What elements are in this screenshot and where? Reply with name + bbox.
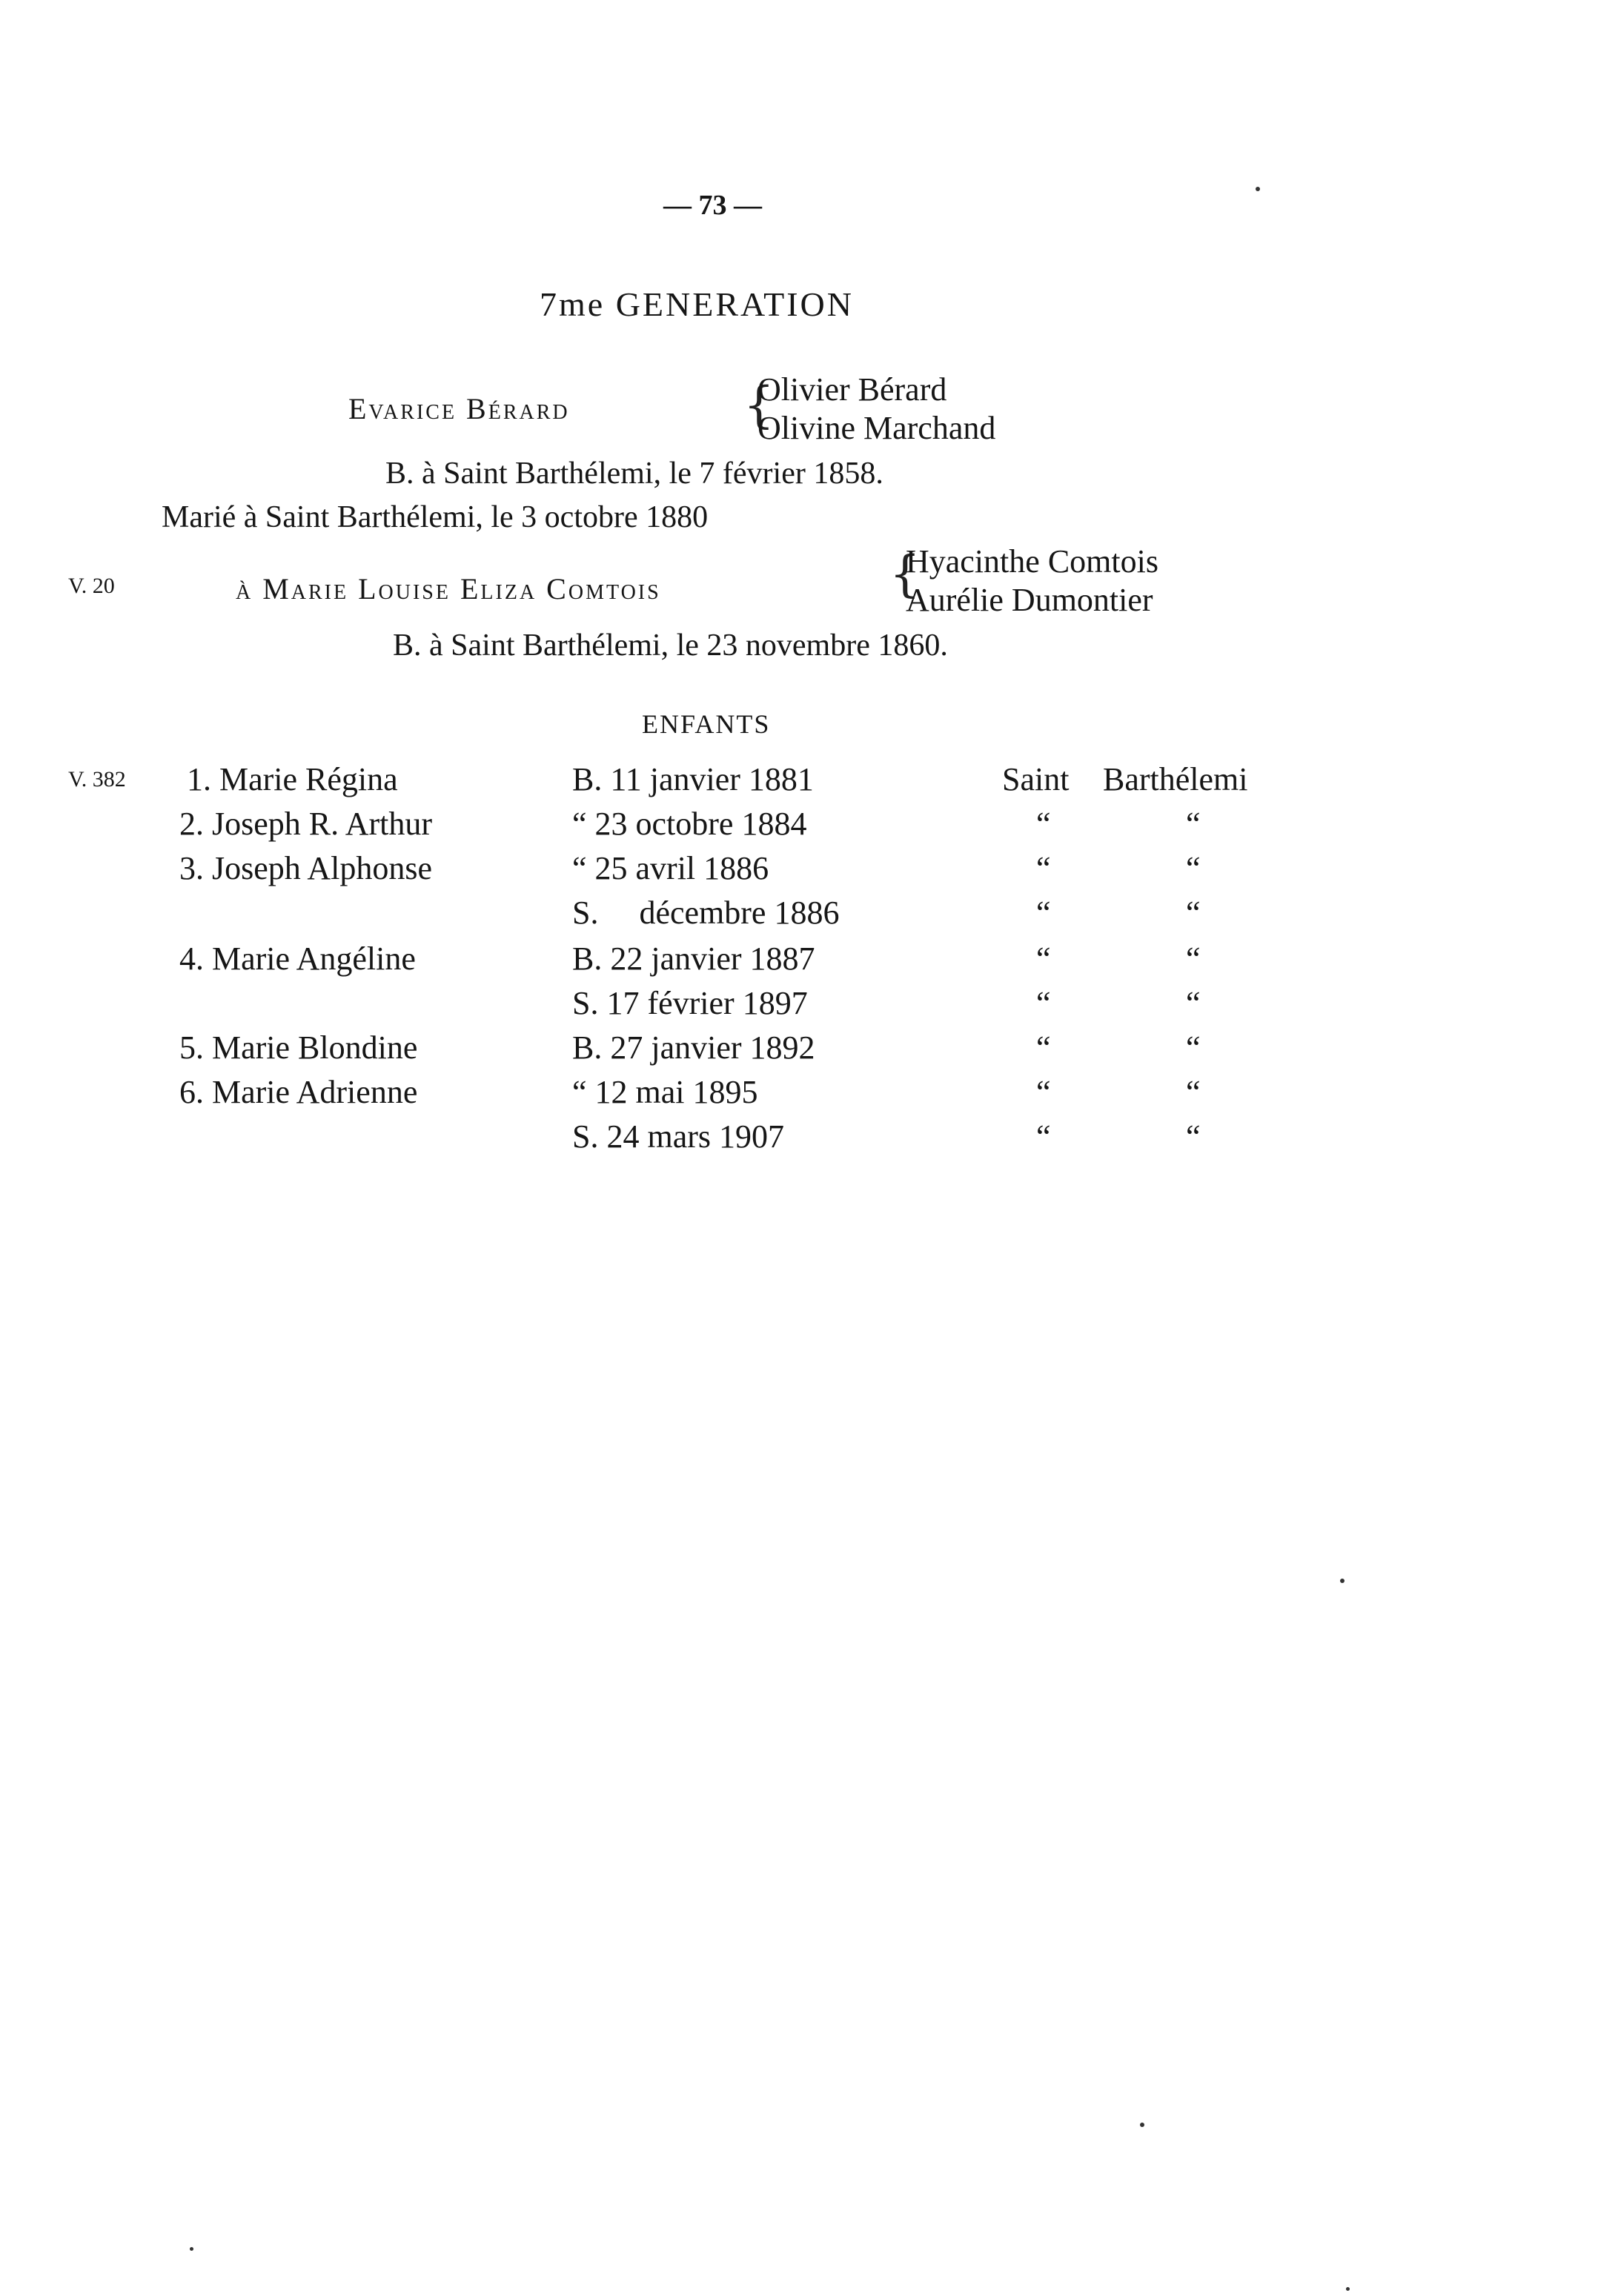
child-event: S. 17 février 1897 (572, 985, 808, 1021)
child-place-parish: “ (1186, 1118, 1201, 1155)
child-name: 2. Joseph R. Arthur (179, 806, 432, 842)
husband-name: Evarice Bérard (348, 392, 570, 425)
scan-speck (1340, 1579, 1345, 1583)
husband-birth: B. à Saint Barthélemi, le 7 février 1858. (385, 457, 883, 491)
child-event: S. 24 mars 1907 (572, 1118, 784, 1155)
child-place-parish: “ (1186, 806, 1201, 842)
child-place-town: “ (1036, 806, 1051, 842)
child-place-parish: “ (1186, 940, 1201, 977)
children-heading: ENFANTS (642, 709, 771, 739)
wife-parents-brace: { (889, 545, 921, 603)
child-event: B. 22 janvier 1887 (572, 940, 815, 977)
child-name: 1. Marie Régina (187, 761, 398, 797)
child-event: S. décembre 1886 (572, 895, 840, 931)
wife-father: Hyacinthe Comtois (906, 543, 1158, 580)
child-event: “ 12 mai 1895 (572, 1074, 758, 1110)
scan-speck (1346, 2287, 1350, 2291)
husband-parents-brace: { (743, 376, 775, 434)
child-event: B. 11 janvier 1881 (572, 761, 814, 797)
children-reference: V. 382 (68, 767, 126, 792)
page-number: — 73 — (663, 190, 762, 221)
wife-mother: Aurélie Dumontier (906, 582, 1153, 618)
child-place-parish: Barthélemi (1103, 761, 1248, 797)
child-place-town: “ (1036, 940, 1051, 977)
child-place-parish: “ (1186, 1029, 1201, 1066)
child-place-town: “ (1036, 1074, 1051, 1110)
child-place-town: Saint (1002, 761, 1070, 797)
child-place-parish: “ (1186, 1074, 1201, 1110)
child-place-town: “ (1036, 1029, 1051, 1066)
child-place-parish: “ (1186, 850, 1201, 886)
child-event: B. 27 janvier 1892 (572, 1029, 815, 1066)
husband-marriage: Marié à Saint Barthélemi, le 3 octobre 1880 (162, 500, 709, 534)
wife-reference: V. 20 (68, 574, 115, 598)
child-event: “ 25 avril 1886 (572, 850, 769, 886)
child-place-parish: “ (1186, 895, 1201, 931)
child-place-parish: “ (1186, 985, 1201, 1021)
scan-speck (1140, 2123, 1144, 2127)
husband-father: Olivier Bérard (757, 371, 947, 408)
child-name: 5. Marie Blondine (179, 1029, 418, 1066)
child-name: 4. Marie Angéline (179, 940, 416, 977)
child-event: “ 23 octobre 1884 (572, 806, 807, 842)
child-place-town: “ (1036, 895, 1051, 931)
husband-mother: Olivine Marchand (757, 410, 996, 446)
child-place-town: “ (1036, 1118, 1051, 1155)
scan-speck (1256, 187, 1260, 191)
child-place-town: “ (1036, 850, 1051, 886)
child-name: 3. Joseph Alphonse (179, 850, 432, 886)
generation-heading: 7me GENERATION (540, 285, 854, 323)
wife-name: à Marie Louise Eliza Comtois (236, 572, 661, 605)
child-place-town: “ (1036, 985, 1051, 1021)
scan-speck (190, 2247, 193, 2251)
child-name: 6. Marie Adrienne (179, 1074, 418, 1110)
wife-birth: B. à Saint Barthélemi, le 23 novembre 1860. (393, 628, 948, 663)
